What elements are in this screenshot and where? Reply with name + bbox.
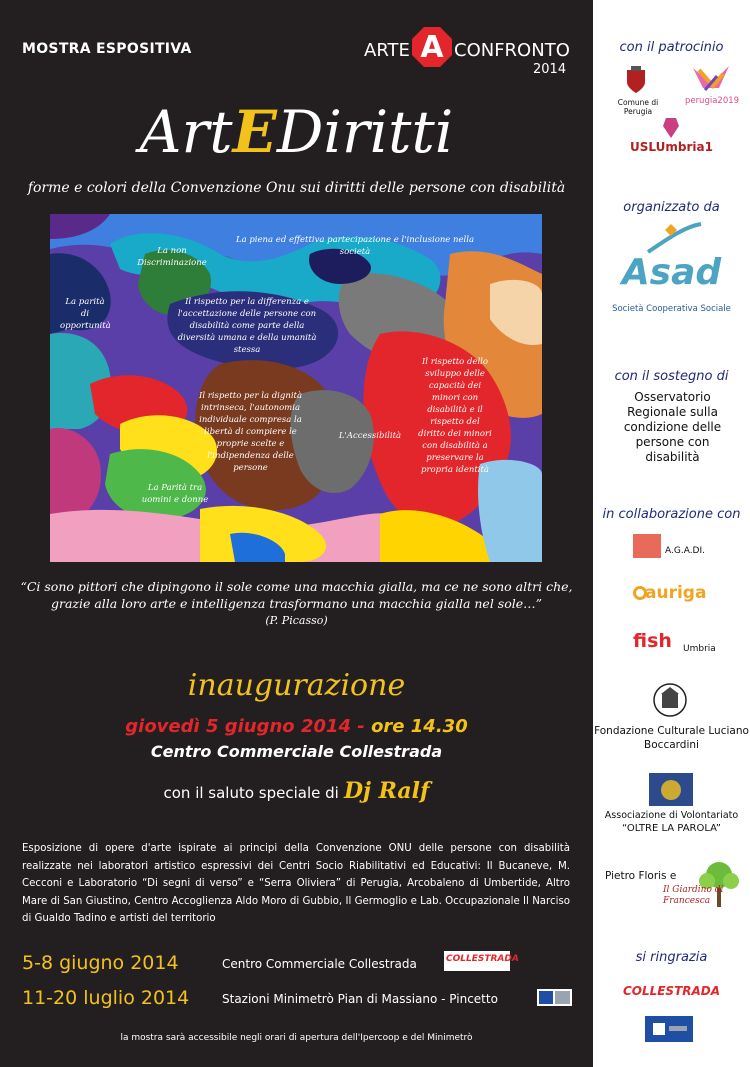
mostra-label: MOSTRA ESPOSITIVA: [22, 41, 192, 57]
agadi-label: A.G.A.DI.: [665, 546, 705, 556]
date-range-2: 11-20 luglio 2014: [22, 987, 190, 1009]
date-place-2: Stazioni Minimetrò Pian di Massiano - Pincetto: [222, 992, 498, 1006]
saluto-text: con il saluto speciale di: [163, 784, 339, 802]
asad-subtitle: Società Cooperativa Sociale: [612, 304, 731, 314]
label-rispetto-dignita: Il rispetto per la dignità intrinseca, l'autonomia individuale compresa la libertà di compiere le proprie scelte e l'indipendenza delle persone: [198, 391, 303, 473]
title-e: E: [232, 98, 277, 166]
osservatorio-text: Osservatorio Regionale sulla condizione delle persone con disabilità: [623, 390, 722, 464]
saluto-line: [0, 778, 593, 804]
ringrazia-collestrada: COLLESTRADA: [622, 984, 721, 998]
footer-note: la mostra sarà accessibile negli orari di apertura dell'Ipercoop e del Minimetrò: [120, 1033, 473, 1043]
quote-line-2: grazie alla loro arte e intelligenza trasformano una macchia gialla nel sole…”: [50, 596, 543, 611]
label-rispetto-differenza: Il rispetto per la differenza e l'accettazione delle persone con disabilità come parte della diversità umana e della umanità stessa: [177, 297, 317, 355]
perugia-2019-label: perugia2019: [684, 96, 740, 106]
minimetro-icon: [539, 991, 553, 1004]
label-rispetto-sviluppo: Il rispetto dello sviluppo delle capacità dei minori con disabilità e il rispetto del diritto dei minori con disabilità a preservare la propria identità: [418, 357, 492, 475]
oltre-la-parola-label: “OLTRE LA PAROLA”: [622, 823, 721, 834]
perugia-2019-icon: [689, 64, 733, 98]
fish-umbria-label: Umbria: [683, 644, 716, 654]
comune-perugia-logo: [625, 66, 647, 94]
quote-line-1: “Ci sono pittori che dipingono il sole come una macchia gialla, ma ce ne sono altri che,: [20, 579, 573, 594]
collestrada-logo-text: COLLESTRADA: [446, 954, 519, 964]
label-piena-partecipazione: La piena ed effettiva partecipazione e l'inclusione nella società: [235, 235, 475, 257]
auriga-label: auriga: [645, 583, 707, 603]
collaborazione-heading: in collaborazione con: [602, 507, 741, 522]
title-art: Art: [139, 98, 233, 166]
usl-logo-icon: [663, 118, 679, 138]
date-range-1: 5-8 giugno 2014: [22, 952, 179, 974]
collestrada-logo: [444, 951, 519, 971]
minimetro-logo: [537, 989, 572, 1006]
quote: [0, 578, 593, 629]
patrocinio-heading: con il patrocinio: [619, 40, 724, 55]
arte-a-confronto-logo: [360, 26, 575, 78]
ringrazia-minimetro-logo: [645, 1016, 693, 1042]
fish-label: fish: [633, 630, 672, 652]
label-accessibilita: L'Accessibilità: [338, 431, 402, 441]
giardino-label: Il Giardino di Francesca: [663, 885, 724, 906]
comune-crest-icon: [625, 66, 647, 94]
inaugurazione-heading: inaugurazione: [187, 668, 406, 703]
logo-right-text: CONFRONTO: [454, 40, 570, 61]
sostegno-heading: con il sostegno di: [614, 369, 729, 384]
fondazione-seal-icon: [653, 680, 687, 720]
label-non-discriminazione: La non Discriminazione: [137, 246, 207, 268]
fondazione-label: Fondazione Culturale Luciano Boccardini: [594, 725, 749, 751]
logo-year: 2014: [533, 62, 567, 77]
title-diritti: Diritti: [276, 98, 454, 166]
usl-label: USLUmbria1: [630, 140, 713, 154]
ringrazia-heading: si ringrazia: [635, 950, 708, 965]
inauguration-datetime: [0, 716, 593, 737]
date-place-1: Centro Commerciale Collestrada: [222, 957, 417, 971]
logo-letter: A: [420, 30, 444, 65]
quote-author: (P. Picasso): [265, 614, 328, 627]
oltre-la-parola-logo: [649, 773, 693, 806]
sponsors-sidebar: [593, 0, 750, 1067]
associazione-label: Associazione di Volontariato: [604, 810, 739, 821]
description: Esposizione di opere d'arte ispirate ai principi della Convenzione ONU delle persone con disabilità realizzate nei laboratori artistico espressivi dei Centri Socio Riabilitativi ed Educativi: Il Bucaneve, M. Cecconi e Laboratorio “Di segni di verso” e “Serra Oliviera” di Perugia, Arcobaleno di Umbertide, Altro Mare di San Giustino, Centro Accoglienza Aldo Moro di Gubbio, Il Germoglio e Lab. Occupazionale Il Narciso di Gualdo Tadino e artisti del territorio: [22, 843, 570, 924]
label-parita-uomini-donne: La Parità tra uomini e donne: [141, 483, 209, 505]
inauguration-date: giovedì 5 giugno 2014 -: [125, 716, 365, 737]
logo-left-text: ARTE: [364, 40, 410, 61]
comune-label: Comune di Perugia: [617, 98, 659, 116]
exhibition-title: [0, 95, 593, 169]
organizzato-heading: organizzato da: [623, 200, 720, 215]
label-parita-opportunita: La parità di opportunità: [60, 297, 111, 331]
perugia-2019-logo: [689, 64, 733, 98]
painting: [50, 214, 542, 562]
agadi-logo-icon: [633, 534, 661, 558]
dj-name: Dj Ralf: [343, 778, 430, 804]
inauguration-place: Centro Commerciale Collestrada: [150, 742, 443, 761]
floris-label: Pietro Floris e: [605, 870, 677, 882]
inauguration-time: ore 14.30: [371, 716, 468, 737]
exhibition-subtitle: forme e colori della Convenzione Onu sui diritti delle persone con disabilità: [27, 180, 566, 196]
asad-logo-text: Asad: [621, 252, 722, 293]
